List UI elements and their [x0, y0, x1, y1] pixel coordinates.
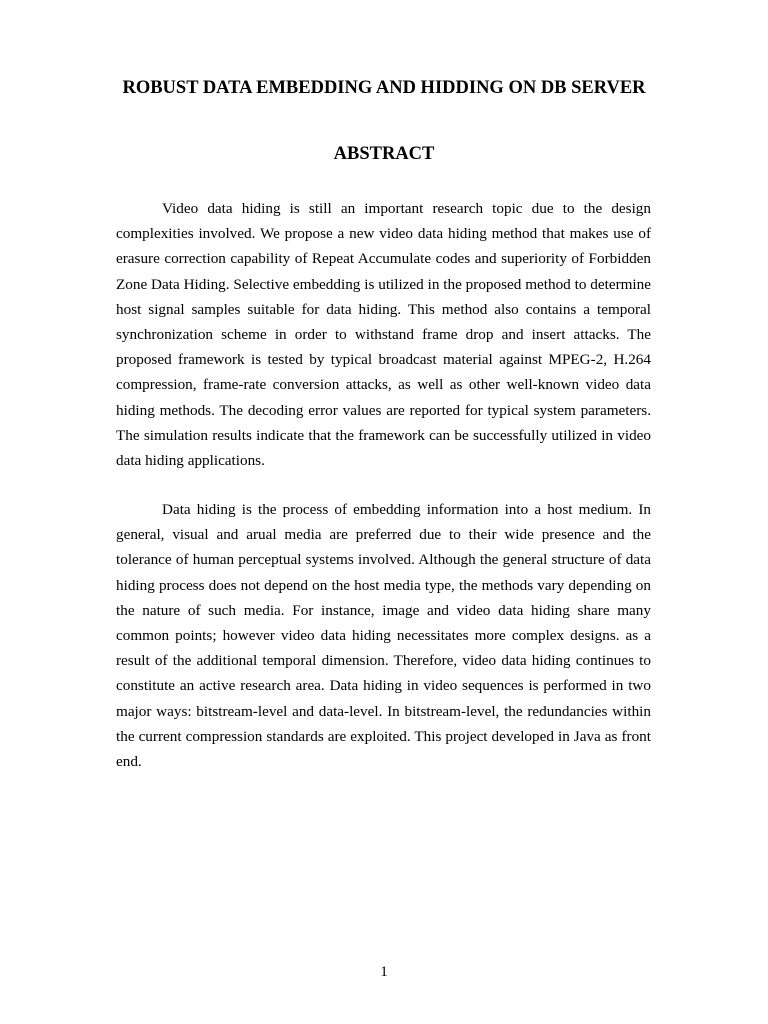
abstract-paragraph: Video data hiding is still an important research topic due to the design complexities involved. We propose a new video data hiding method that makes use of erasure correction capability of Repeat Accumulate codes and superiority of Forbidden Zone Data Hiding. Selective embedding is utilized in the proposed method to determine host signal samples suitable for data hiding. This method also contains a temporal synchronization scheme in order to withstand frame drop and insert attacks. The proposed framework is tested by typical broadcast material against MPEG-2, H.264 compression, frame-rate conversion attacks, as well as other well-known video data hiding methods. The decoding error values are reported for typical system parameters. The simulation results indicate that the framework can be successfully utilized in video data hiding applications. [116, 200, 651, 470]
page-number: 1 [380, 964, 388, 980]
intro-paragraph: Data hiding is the process of embedding information into a host medium. In general, visual and arual media are preferred due to their wide presence and the tolerance of human perceptual systems involved. Although the general structure of data hiding process does not depend on the host media type, the methods vary depending on the nature of such media. For instance, image and video data hiding share many common points; however video data hiding necessitates more complex designs. as a result of the additional temporal dimension. Therefore, video data hiding continues to constitute an active research area. Data hiding in video sequences is performed in two major ways: bitstream-level and data-level. In bitstream-level, the redundancies within the current compression standards are exploited. This project developed in Java as front end. [116, 501, 651, 771]
document-title: ROBUST DATA EMBEDDING AND HIDDING ON DB SERVER [122, 78, 646, 98]
abstract-heading: ABSTRACT [333, 144, 435, 164]
